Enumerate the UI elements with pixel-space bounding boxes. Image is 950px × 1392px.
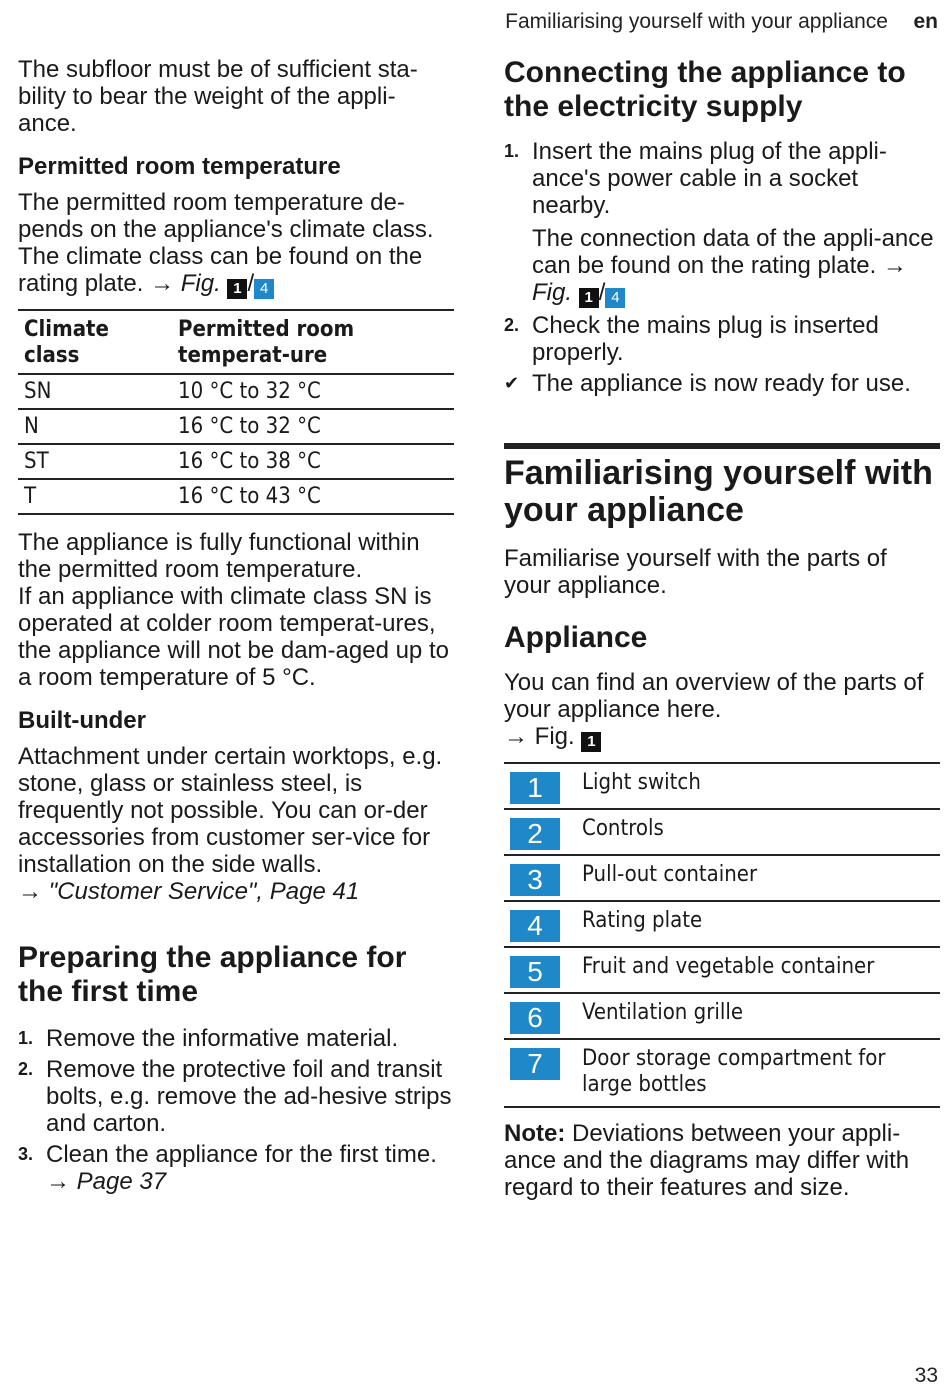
fig-4-badge: 4 [605, 288, 625, 308]
part-label: Pull-out container [582, 862, 758, 887]
list-item [18, 1141, 454, 1195]
fig-1-badge: 1 [227, 279, 247, 299]
climate-table-header-row [18, 310, 454, 374]
step-number: 1. [18, 1028, 34, 1048]
part-label: Light switch [582, 770, 701, 795]
connection-data-body: The connection data of the appli-ance can be found on the rating plate. → [532, 225, 934, 279]
part-number-badge: 1 [510, 772, 560, 804]
part-number-badge: 2 [510, 818, 560, 850]
temperature-range-cell: 16 °C to 32 °C [178, 414, 321, 439]
note-paragraph [504, 1120, 940, 1201]
functional-text: The appliance is fully functional within the permitted room temperature. [18, 529, 420, 583]
list-item [504, 312, 940, 366]
appliance-parts-table [504, 762, 940, 1108]
climate-class-table [18, 309, 454, 515]
climate-class-header: Climate class [24, 317, 109, 368]
list-item [18, 1056, 454, 1137]
room-temperature-text-2-body: The climate class can be found on the rating plate. → [18, 243, 423, 297]
connection-data-text [504, 225, 940, 308]
list-item [504, 138, 940, 219]
step-text: Clean the appliance for the first time. → [46, 1141, 437, 1195]
step-text: Insert the mains plug of the appli-ance's power cable in a socket nearby. [532, 138, 887, 219]
section-divider [504, 443, 940, 449]
subfloor-text: The subfloor must be of sufficient sta-bility to bear the weight of the appli-ance. [18, 56, 418, 137]
room-temperature-heading: Permitted room temperature [18, 153, 341, 180]
climate-sn-text: If an appliance with climate class SN is operated at colder room temperat-ures, the appliance will not be dam-aged up to a room temperature of 5 °C. [18, 583, 449, 691]
built-under-text: Attachment under certain worktops, e.g. stone, glass or stainless steel, is frequently not possible. You can or-der accessories from customer ser-vice for installation on the side walls. [18, 743, 443, 878]
part-number-badge: 5 [510, 956, 560, 988]
fig-1-badge: 1 [581, 732, 601, 752]
step-text: Remove the informative material. [46, 1025, 399, 1052]
table-row [18, 409, 454, 444]
fig-1-badge: 1 [579, 288, 599, 308]
table-row [504, 855, 940, 901]
table-row [18, 479, 454, 514]
part-label: Door storage compartment for large bottles [582, 1046, 886, 1097]
familiarising-heading: Familiarising yourself with your appliance [504, 454, 933, 529]
header-language: en [913, 10, 938, 33]
room-temperature-text-2 [18, 243, 454, 299]
room-temperature-header: Permitted room temperat-ure [178, 317, 355, 368]
preparing-heading: Preparing the appliance for the first time [18, 941, 407, 1008]
page-number: 33 [914, 1364, 938, 1387]
connecting-steps-2 [504, 312, 940, 397]
part-label: Rating plate [582, 908, 703, 933]
step-number: 3. [18, 1144, 34, 1164]
table-row [504, 993, 940, 1039]
appliance-fig-ref [504, 723, 940, 752]
step-number: 2. [18, 1059, 34, 1079]
table-row [504, 901, 940, 947]
page-header [0, 6, 950, 36]
fig-ref-label: Fig. [532, 279, 573, 306]
result-text: The appliance is now ready for use. [532, 370, 911, 397]
part-number-badge: 4 [510, 910, 560, 942]
table-row [504, 947, 940, 993]
table-row [18, 374, 454, 409]
part-label: Ventilation grille [582, 1000, 744, 1025]
built-under-heading: Built-under [18, 707, 146, 734]
step-number: 1. [504, 141, 520, 161]
table-row [504, 1039, 940, 1107]
list-item [18, 1025, 454, 1052]
fig-separator: / [598, 279, 606, 306]
temperature-range-cell: 16 °C to 38 °C [178, 449, 321, 474]
fig-ref-label: Fig. [180, 270, 221, 297]
header-title: Familiarising yourself with your appliance [505, 10, 888, 33]
climate-class-cell: N [24, 414, 39, 439]
connecting-heading: Connecting the appliance to the electricity supply [504, 56, 906, 123]
connecting-steps [504, 138, 940, 219]
customer-service-link[interactable] [18, 878, 454, 905]
room-temperature-text-1: The permitted room temperature de-pends on the appliance's climate class. [18, 189, 434, 243]
table-row [504, 763, 940, 809]
note-label: Note: [504, 1120, 566, 1147]
part-label: Controls [582, 816, 664, 841]
climate-class-cell: ST [24, 449, 49, 474]
temperature-range-cell: 16 °C to 43 °C [178, 484, 321, 509]
list-item [504, 370, 940, 397]
checkmark-icon: ✔ [504, 373, 520, 393]
note-text: Deviations between your appli-ance and the diagrams may differ with regard to their features and size. [504, 1120, 910, 1201]
step-text: Check the mains plug is inserted properly. [532, 312, 879, 366]
part-number-badge: 6 [510, 1002, 560, 1034]
temperature-range-cell: 10 °C to 32 °C [178, 379, 321, 404]
fig-ref-prefix: → Fig. [504, 723, 575, 750]
familiarising-text: Familiarise yourself with the parts of your appliance. [504, 545, 887, 599]
fig-separator: / [247, 270, 255, 297]
right-column [504, 56, 940, 1201]
appliance-text: You can find an overview of the parts of your appliance here. [504, 669, 924, 723]
fig-4-badge: 4 [254, 279, 274, 299]
step-text: Remove the protective foil and transit bolts, e.g. remove the ad-hesive strips and carton. [46, 1056, 452, 1137]
climate-class-cell: SN [24, 379, 52, 404]
climate-class-cell: T [24, 484, 37, 509]
customer-service-ref[interactable]: → "Customer Service", Page 41 [18, 878, 360, 905]
page-37-ref[interactable]: Page 37 [76, 1168, 167, 1195]
table-row [18, 444, 454, 479]
preparing-steps [18, 1025, 454, 1195]
part-number-badge: 3 [510, 864, 560, 896]
table-row [504, 809, 940, 855]
part-label: Fruit and vegetable container [582, 954, 875, 979]
step-number: 2. [504, 315, 520, 335]
appliance-heading: Appliance [504, 621, 648, 654]
left-column [18, 56, 454, 1199]
part-number-badge: 7 [510, 1048, 560, 1080]
